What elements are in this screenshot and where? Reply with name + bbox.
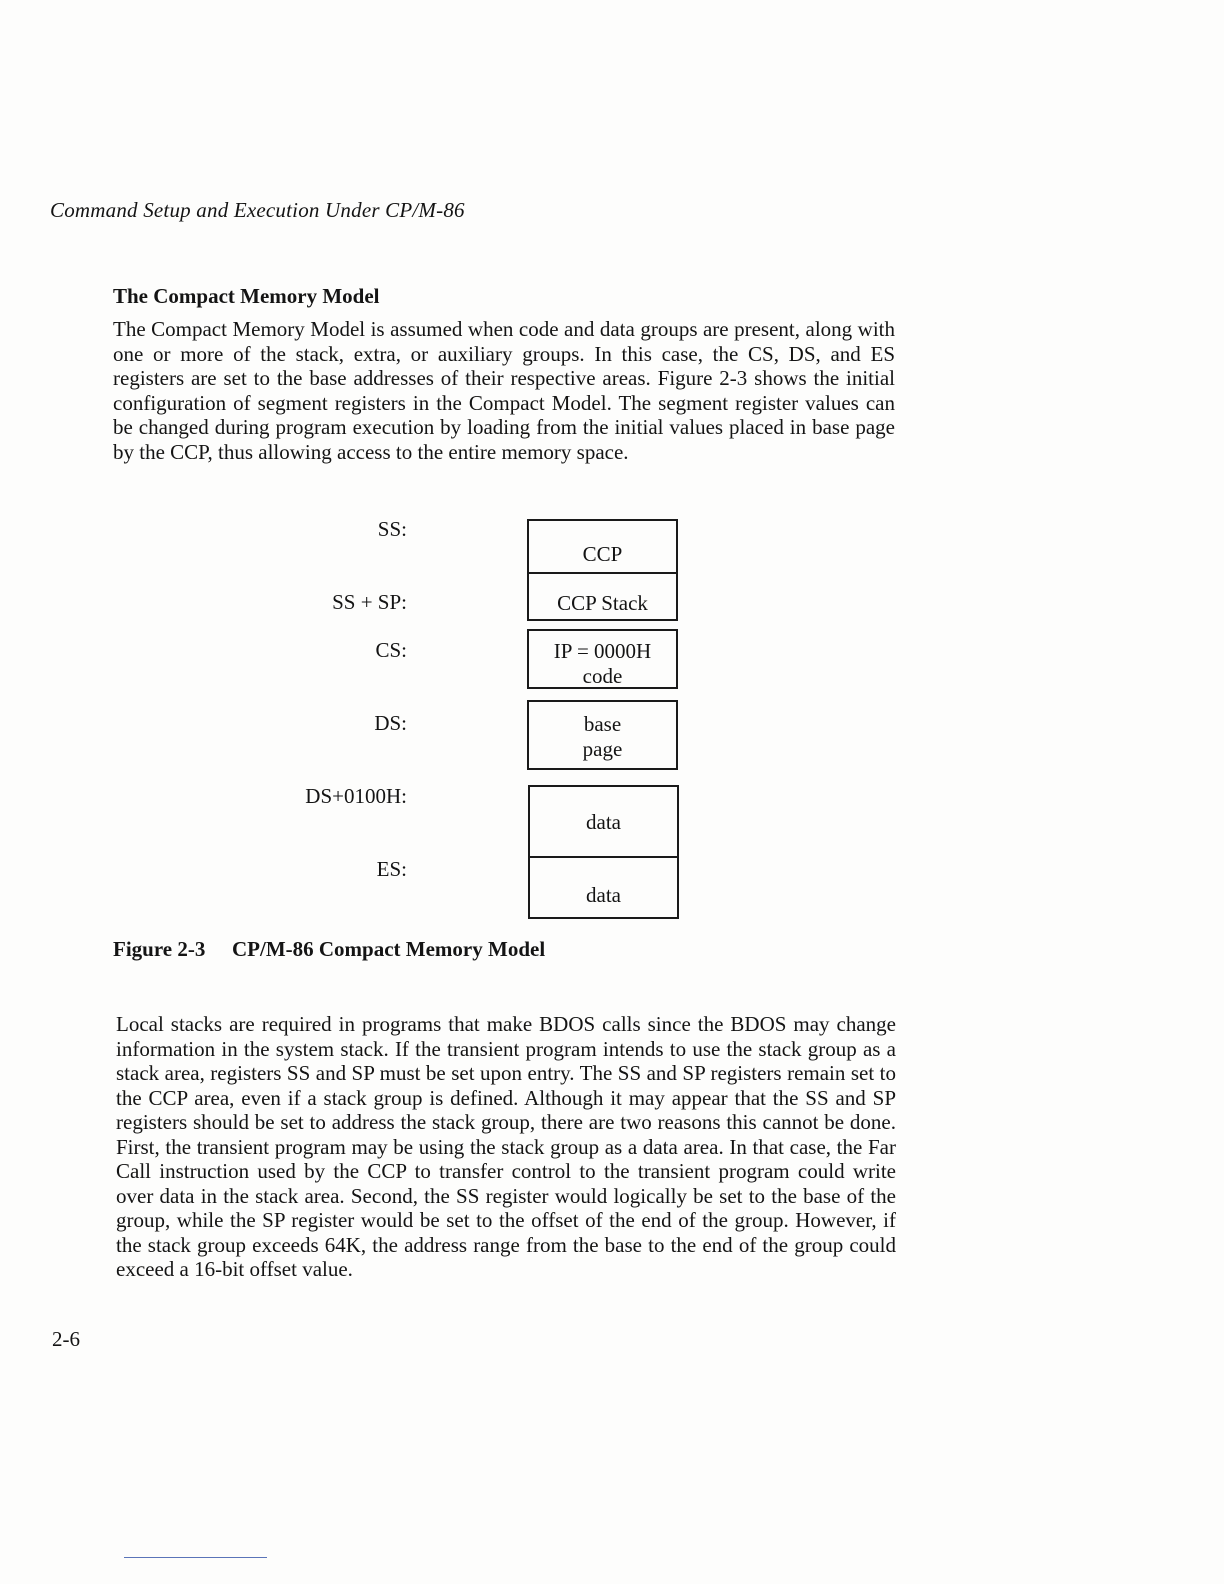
running-head: Command Setup and Execution Under CP/M-86	[50, 198, 465, 222]
data-block	[528, 785, 679, 919]
label-ss: SS:	[377, 517, 407, 541]
base-page-block	[527, 700, 678, 770]
ccp-stack-cell: CCP Stack	[557, 591, 648, 615]
ccp-block	[527, 519, 678, 621]
page-number: 2-6	[52, 1327, 80, 1351]
figure-caption-title: CP/M-86 Compact Memory Model	[232, 937, 546, 961]
data-cell-1: data	[586, 810, 621, 834]
page-cell: page	[582, 737, 623, 761]
ccp-divider	[529, 572, 676, 574]
ccp-cell: CCP	[582, 542, 623, 566]
data-cell-2: data	[586, 883, 621, 907]
footer-rule	[124, 1557, 267, 1558]
body-paragraph: Local stacks are required in programs that make BDOS calls since the BDOS may change information in the system stack. If the transient program intends to use the stack group as a stack area, registers SS and SP must be set upon entry. The SS and SP registers remain set to the CCP area, even if a stack group is defined. Although it may appear that the SS and SP registers should be set to address the stack group, there are two reasons this cannot be done. First, the transient program may be using the stack group as a data area. In that case, the Far Call instruction used by the CCP to transfer control to the transient program could write over data in the stack area. Second, the SS register would logically be set to the base of the group, while the SP register would be set to the offset of the end of the group. However, if the stack group exceeds 64K, the address range from the base to the end of the group could exceed a 16-bit offset value.	[116, 1012, 896, 1281]
label-cs: CS:	[375, 638, 407, 662]
ip-cell: IP = 0000H	[553, 639, 652, 663]
data-divider	[530, 856, 677, 858]
label-ss-sp: SS + SP:	[332, 590, 407, 614]
label-es: ES:	[376, 857, 407, 881]
figure-caption-number: Figure 2-3	[113, 937, 206, 961]
label-ds: DS:	[374, 711, 407, 735]
code-cell: code	[582, 664, 623, 688]
figure-caption	[113, 937, 545, 962]
section-title: The Compact Memory Model	[113, 284, 380, 308]
label-ds-0100h: DS+0100H:	[305, 784, 407, 808]
intro-paragraph: The Compact Memory Model is assumed when code and data groups are present, along with one or more of the stack, extra, or auxiliary groups. In this case, the CS, DS, and ES registers are set to the base addresses of their respective areas. Figure 2-3 shows the initial configuration of segment registers in the Compact Model. The segment register values can be changed during program execution by loading from the initial values placed in base page by the CCP, thus allowing access to the entire memory space.	[113, 317, 895, 464]
base-cell: base	[583, 712, 622, 736]
code-block	[527, 629, 678, 689]
